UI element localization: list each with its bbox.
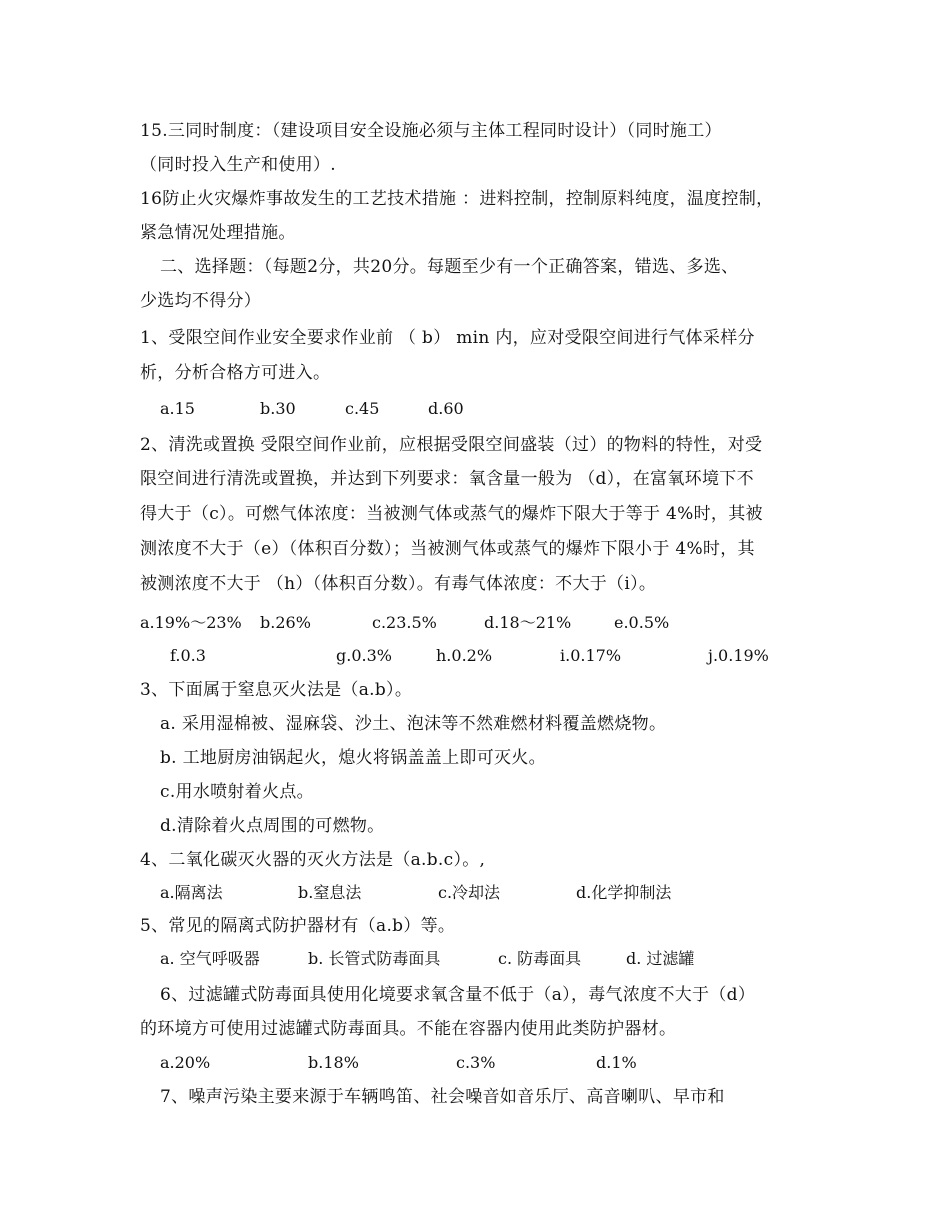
question-3-option-d: d.清除着火点周围的可燃物。 [160,816,385,836]
option-e: e.0.5% [614,613,670,632]
item-15-line-2: （同时投入生产和使用）. [140,155,337,175]
option-c: c.45 [345,399,380,418]
question-2-line-1: 2、清洗或置换 受限空间作业前，应根据受限空间盛装（过）的物料的特性，对受 [140,435,763,455]
option-d: d.60 [428,399,464,418]
question-3-option-b: b. 工地厨房油锅起火，熄火将锅盖盖上即可灭火。 [160,748,546,768]
question-3-option-a: a. 采用湿棉被、湿麻袋、沙土、泡沫等不然难燃材料覆盖燃烧物。 [160,714,667,734]
section-heading-line-1: 二、选择题：（每题2分，共20分。每题至少有一个正确答案，错选、多选、 [160,257,739,277]
question-3-option-c: c.用水喷射着火点。 [160,782,314,802]
question-7-line-1: 7、噪声污染主要来源于车辆鸣笛、社会噪音如音乐厅、高音喇叭、早市和 [160,1087,725,1107]
option-c: c. 防毒面具 [498,949,582,968]
option-b: b.26% [260,613,311,632]
option-d: d.化学抑制法 [576,883,672,902]
question-2-line-2: 限空间进行清洗或置换，并达到下列要求：氧含量一般为 （d），在富氧环境下不 [140,469,754,489]
option-b: b. 长管式防毒面具 [308,949,441,968]
question-1-line-1: 1、受限空间作业安全要求作业前 （ b） min 内，应对受限空间进行气体采样分 [140,328,755,348]
section-heading-line-2: 少选均不得分） [140,291,262,311]
question-6-line-2: 的环境方可使用过滤罐式防毒面具。不能在容器内使用此类防护器材。 [140,1019,677,1039]
option-a: a.15 [160,399,195,418]
option-a: a.隔离法 [160,883,223,902]
question-2-line-3: 得大于（c）。可燃气体浓度：当被测气体或蒸气的爆炸下限大于等于 4%时，其被 [140,504,763,524]
option-d: d. 过滤罐 [626,949,695,968]
option-c: c.23.5% [372,613,437,632]
option-b: b.18% [308,1053,359,1072]
item-16-line-1: 16防止火灾爆炸事故发生的工艺技术措施 ：进料控制，控制原料纯度，温度控制， [140,189,774,209]
question-2-line-5: 被测浓度不大于 （h）（体积百分数）。有毒气体浓度：不大于（i）。 [140,574,657,594]
question-4-stem: 4、二氧化碳灭火器的灭火方法是（a.b.c）。, [140,850,486,870]
option-h: h.0.2% [436,646,493,665]
question-3-stem: 3、下面属于窒息灭火法是（a.b）。 [140,680,413,700]
option-c: c.冷却法 [438,883,501,902]
option-j: j.0.19% [708,646,769,665]
option-a: a.20% [160,1053,211,1072]
option-d: d.18～21% [484,613,572,632]
option-b: b.30 [260,399,296,418]
question-6-line-1: 6、过滤罐式防毒面具使用化境要求氧含量不低于（a），毒气浓度不大于（d） [160,985,756,1005]
option-a: a.19%～23% [140,613,242,632]
question-2-line-4: 测浓度不大于（e）（体积百分数）；当被测气体或蒸气的爆炸下限小于 4%时，其 [140,539,755,559]
question-1-line-2: 析，分析合格方可进入。 [140,363,331,383]
option-c: c.3% [456,1053,496,1072]
item-16-line-2: 紧急情况处理措施。 [140,223,296,243]
option-b: b.窒息法 [298,883,362,902]
option-i: i.0.17% [560,646,622,665]
question-5-stem: 5、常见的隔离式防护器材有（a.b）等。 [140,916,456,936]
option-g: g.0.3% [336,646,392,665]
option-d: d.1% [596,1053,637,1072]
option-f: f.0.3 [170,646,206,665]
item-15-line-1: 15.三同时制度：（建设项目安全设施必须与主体工程同时设计）（同时施工） [140,121,722,141]
option-a: a. 空气呼吸器 [160,949,260,968]
